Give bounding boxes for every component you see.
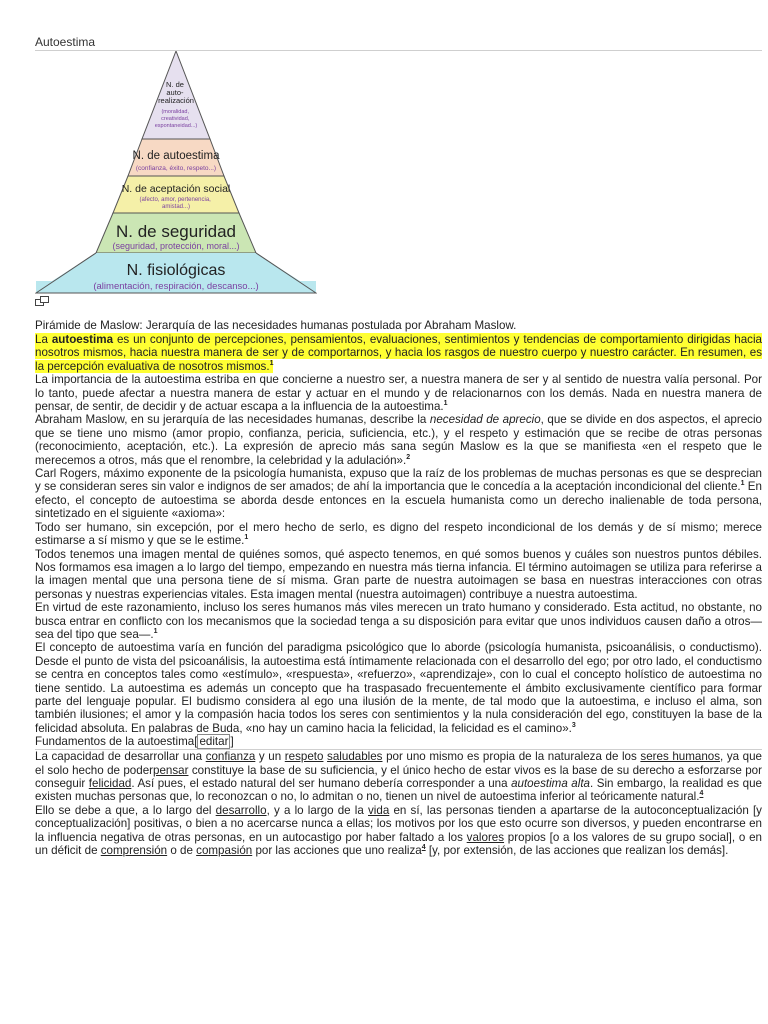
maslow-pyramid (35, 51, 317, 295)
reference-1[interactable]: 1 (740, 480, 745, 488)
paragraph-rogers: Carl Rogers, máximo exponente de la psicología humanista, expuso que la raíz de los problemas de muchas personas es que se desprecian y se consideran seres sin valor e indignos de ser amados; de ahí la importancia que le concedía a la aceptación incondicional del cliente.$^1$ En efecto, el concepto de autoestima se aborda desde entonces en la escuela humanista como un derecho inalienable de toda persona, sintetizado en el siguiente «axioma»: (35, 467, 762, 521)
link-vida[interactable]: vida (368, 803, 390, 817)
reference-1[interactable]: 1 (443, 400, 448, 408)
link-seres-humanos[interactable]: seres humanos (640, 750, 721, 764)
figure-caption: Pirámide de Maslow: Jerarquía de las necesidades humanas postulada por Abraham Maslow. (35, 319, 517, 332)
paragraph-axiom: Todo ser humano, sin excepción, por el mero hecho de serlo, es digno del respeto incondicional de los demás y de sí mismo; merece estimarse a sí mismo y que se le estime.$^1$ (35, 520, 762, 548)
level-2-name: N. de autoestima (132, 150, 220, 162)
link-respeto[interactable]: respeto (284, 750, 324, 764)
paragraph-maslow: Abraham Maslow, en su jerarquía de las necesidades humanas, describe la necesidad de aprecio, que se divide en dos aspectos, el aprecio que se tiene uno mismo (amor propio, confianza, pericia, suficiencia, etc.), y el respeto y estimación que se recibe de otras personas (reconocimiento, aceptación, etc.). La expresión de aprecio más sana según Maslow es la que se manifiesta «en el respeto que le merecemos a otros, más que el renombre, la celebridad y la adulación».$^2$ (35, 413, 762, 467)
level-1-name-c: realización (158, 96, 194, 105)
reference-4[interactable]: 4 (699, 790, 704, 798)
paragraph-importance: La importancia de la autoestima estriba en que concierne a nuestro ser, a nuestra manera de ser y al sentido de nuestra valía personal. Por lo tanto, puede afectar a nuestra manera de estar y actuar en el mundo y de relacionarnos con los demás. Nada en nuestra manera de pensar, de sentir, de decidir y de actuar escapa a la influencia de la autoestima.$^1$ (35, 373, 762, 414)
article (35, 35, 762, 857)
level-5-name: N. fisiológicas (126, 262, 226, 279)
paragraph-reasoning: En virtud de este razonamiento, incluso los seres humanos más viles merecen un trato humano y considerado. Esta actitud, no obstante, no busca entrar en conflicto con los mecanismos que la sociedad tenga a su disposición para evitar que unos individuos causen daño a otros—sea del tipo que sea—.$^1$ (35, 601, 762, 641)
reference-1[interactable]: 1 (269, 359, 274, 367)
reference-1[interactable]: 1 (153, 628, 158, 636)
link-valores[interactable]: valores (466, 830, 505, 844)
reference-2[interactable]: 2 (406, 453, 411, 461)
reference-4[interactable]: 4 (421, 844, 426, 852)
svg-text:(afecto, amor, pertenencia,: (afecto, amor, pertenencia, amistad...) (139, 197, 211, 210)
link-felicidad[interactable]: felicidad (88, 777, 132, 790)
reference-1[interactable]: 1 (244, 534, 249, 542)
paragraph-paradigms: El concepto de autoestima varía en función del paradigma psicológico que lo aborde (psicología humanista, psicoanálisis, o conductismo). Desde el punto de vista del psicoanálisis, la autoestima está íntimamente relacionada con el desarrollo del ego; por otro lado, el conductismo se centra en conceptos tales como «estímulo», «respuesta», «refuerzo», «aprendizaje», con lo cual el concepto holístico de autoestima no tiene sentido. La autoestima es además un concepto que ha traspasado frecuentemente el ámbito exclusivamente científico para formar parte del lenguaje popular. El budismo considera al ego una ilusión de la mente, de tal modo que la autoestima, e incluso el alma, son también ilusiones; el amor y la compasión hacia todos los seres con sentimientos y la nula consideración del ego, constituyen la base de la felicidad absoluta. En palabras de Buda, «no hay un camino hacia la felicidad, la felicidad es el camino».$^3$ (35, 641, 762, 735)
paragraph-definition: La autoestima es un conjunto de percepciones, pensamientos, evaluaciones, sentimientos y tendencias de comportamiento dirigidas hacia nosotros mismos, hacia nuestra manera de ser y de comportarnos, y hacia los rasgos de nuestro cuerpo y nuestro carácter. En resumen, es la percepción evaluativa de nosotros mismos.$^1$ (35, 333, 762, 373)
level-2-detail: (confianza, éxito, respeto...) (135, 165, 217, 172)
svg-text:(moralidad, creativida: (moralidad, creatividad, espontaneidad...) (154, 109, 198, 129)
section-heading: Fundamentos de la autoestima[ editar ] (35, 735, 762, 750)
link-desarrollo[interactable]: desarrollo (215, 803, 267, 817)
level-1-name-b: auto- (166, 88, 184, 97)
reference-3[interactable]: 3 (571, 721, 576, 729)
link-saludables[interactable]: saludables (327, 750, 383, 764)
paragraph-self-image: Todos tenemos una imagen mental de quiénes somos, qué aspecto tenemos, en qué somos buenos y cuáles son nuestros puntos débiles. Nos formamos esa imagen a lo largo del tiempo, empezando en nuestra más tierna infancia. El término autoimagen se utiliza para referirse a la imagen mental que una persona tiene de sí misma. Gran parte de nuestra autoimagen se basa en nuestras interacciones con otras personas y nuestras experiencias vitales. Esta imagen mental (nuestra autoimagen) contribuye a nuestra autoestima. (35, 547, 762, 601)
paragraph-development: Ello se debe a que, a lo largo del desarrollo, y a lo largo de la vida en sí, las personas tienden a apartarse de la autoconceptualización [y conceptualización] positivas, o bien a no acercarse nunca a ellas; los motivos por los que esto ocurre son diversos, y pueden encontrarse en la influencia negativa de otras personas, en un autocastigo por haber faltado a los valores propios [o a los valores de su grupo social], o en un déficit de comprensión o de compasión por las acciones que uno realiza$^4$ [y, por extensión, de las acciones que realizan los demás]. (35, 803, 762, 858)
link-confianza[interactable]: confianza (205, 750, 256, 764)
level-3-name: N. de aceptación social (121, 183, 231, 195)
level-4-name: N. de seguridad (115, 222, 237, 241)
link-comprension[interactable]: comprensión (100, 844, 168, 858)
enlarge-icon[interactable] (35, 296, 49, 306)
edit-link[interactable]: editar (199, 735, 229, 749)
maslow-pyramid-figure (35, 51, 762, 299)
level-1-name-a: N. de (165, 80, 184, 89)
page-title: Autoestima (35, 35, 762, 51)
paragraph-foundations: La capacidad de desarrollar una confianza y un respeto saludables por uno mismo es propia de la naturaleza de los seres humanos, ya que el solo hecho de poderpensar constituye la base de su suficiencia, y el único hecho de estar vivos es la base de su derecho a esforzarse por conseguir felicidad. Así pues, el estado natural del ser humano debería corresponder a una autoestima alta. Sin embargo, la realidad es que existen muchas personas que, lo reconozcan o no, lo admitan o no, tienen un nivel de autoestima inferior al teóricamente natural.$^4$ (35, 750, 763, 804)
level-5-detail: (alimentación, respiración, descanso...) (93, 281, 259, 292)
link-pensar[interactable]: pensar (153, 763, 189, 777)
section-title: Fundamentos de la autoestima (35, 735, 195, 749)
level-4-detail: (seguridad, protección, moral...) (112, 241, 240, 251)
link-compasion[interactable]: compasión (196, 844, 253, 858)
